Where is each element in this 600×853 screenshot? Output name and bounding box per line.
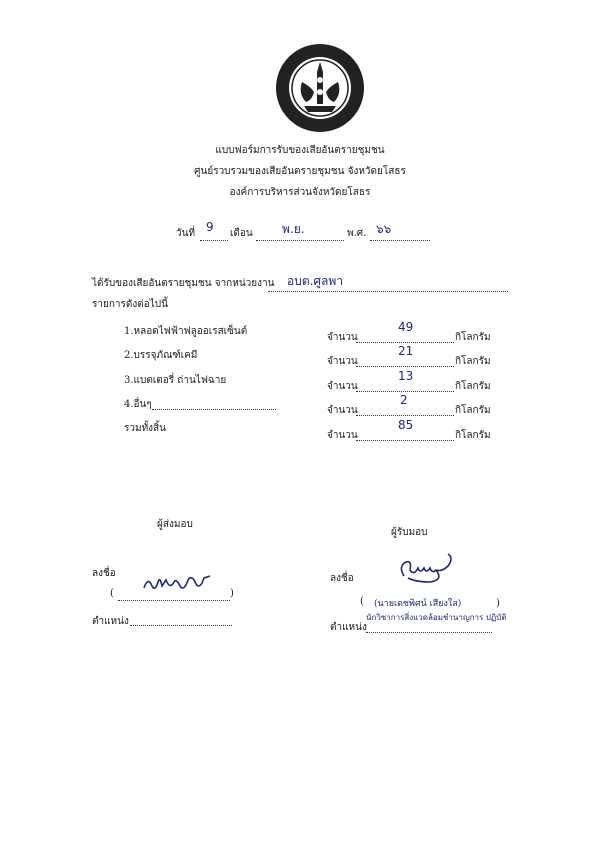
sender-name-parens-close: )	[230, 588, 234, 599]
item-qty-line	[356, 391, 454, 392]
item-name: 4.อื่นๆ	[124, 399, 152, 410]
date-day-label: วันที่	[176, 228, 196, 239]
item-name: 1.หลอดไฟฟ้าฟลูออเรสเซ็นต์	[124, 326, 248, 337]
date-day-line	[200, 240, 228, 241]
item-qty-value: 13	[398, 369, 414, 383]
receiver-position-label: ตำแหน่ง	[330, 622, 367, 633]
receiver-name-parens: (นายเดชพิศน์ เสียงใส)	[374, 599, 462, 609]
form-subtitle-center: ศูนย์รวบรวมของเสียอันตรายชุมชน จังหวัดยโสธร	[194, 166, 406, 177]
form-title: แบบฟอร์มการรับของเสียอันตรายชุมชน	[215, 145, 385, 156]
receiver-parens-open: (	[360, 596, 364, 607]
sender-signature	[142, 570, 212, 596]
sender-name-line	[118, 600, 230, 601]
receiver-parens-close: )	[496, 598, 500, 609]
date-month-line	[256, 240, 344, 241]
total-label: รวมทั้งสิ้น	[124, 423, 166, 434]
item-qty-line	[356, 415, 454, 416]
item-other-line	[152, 409, 276, 410]
receiver-signature	[396, 552, 456, 586]
form-subtitle-org: องค์การบริหารส่วนจังหวัดยโสธร	[229, 187, 371, 198]
sender-position-line	[130, 625, 232, 626]
sender-sign-label: ลงชื่อ	[92, 568, 116, 579]
item-unit: กิโลกรัม	[455, 332, 491, 343]
received-line	[268, 291, 508, 292]
item-qty-value: 2	[400, 393, 408, 407]
item-unit: กิโลกรัม	[455, 381, 491, 392]
item-qty-label: จำนวน	[327, 356, 358, 367]
total-qty-label: จำนวน	[327, 430, 358, 441]
sender-position-label: ตำแหน่ง	[92, 616, 129, 627]
item-qty-line	[356, 342, 454, 343]
item-qty-value: 21	[398, 344, 414, 358]
receiver-sign-label: ลงชื่อ	[330, 573, 354, 584]
total-qty-line	[356, 440, 454, 441]
items-heading: รายการดังต่อไปนี้	[92, 299, 168, 310]
item-name: 2.บรรจุภัณฑ์เคมี	[124, 350, 198, 361]
date-month-label: เดือน	[230, 228, 253, 239]
item-unit: กิโลกรัม	[455, 405, 491, 416]
total-qty-value: 85	[398, 418, 414, 432]
item-qty-label: จำนวน	[327, 405, 358, 416]
seal-logo	[274, 42, 366, 134]
date-day-value: 9	[206, 220, 214, 234]
total-unit: กิโลกรัม	[455, 430, 491, 441]
sender-name-parens-open: (	[110, 588, 114, 599]
item-qty-value: 49	[398, 320, 414, 334]
item-name: 3.แบตเตอรี่ ถ่านไฟฉาย	[124, 375, 227, 386]
date-year-label: พ.ศ.	[347, 228, 367, 239]
received-label: ได้รับของเสียอันตรายชุมชน จากหน่วยงาน	[92, 278, 275, 289]
date-year-value: ๖๖	[376, 222, 392, 236]
item-unit: กิโลกรัม	[455, 356, 491, 367]
date-month-value: พ.ย.	[282, 222, 305, 236]
item-qty-line	[356, 366, 454, 367]
item-qty-label: จำนวน	[327, 332, 358, 343]
sender-title: ผู้ส่งมอบ	[157, 519, 193, 530]
date-year-line	[370, 240, 430, 241]
receiver-position-line	[366, 632, 492, 633]
receiver-title: ผู้รับมอบ	[391, 527, 428, 538]
receiver-position-text: นักวิชาการสิ่งแวดล้อมชำนาญการ ปฏิบัติ	[366, 613, 507, 622]
item-qty-label: จำนวน	[327, 381, 358, 392]
received-agency-value: อบต.ศูลพา	[287, 274, 344, 288]
